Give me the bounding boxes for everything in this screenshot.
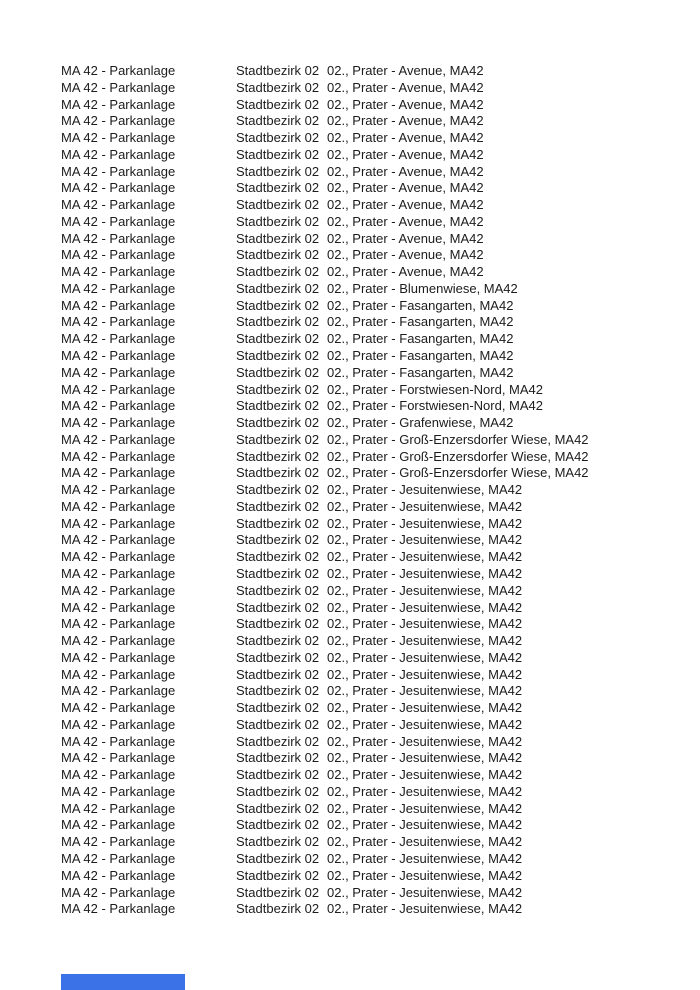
- district-cell: Stadtbezirk 02: [236, 834, 320, 850]
- location-cell: 02., Prater - Avenue, MA42: [327, 197, 484, 213]
- operator-cell: MA 42 - Parkanlage: [61, 63, 176, 78]
- operator-cell: MA 42 - Parkanlage: [61, 465, 176, 481]
- operator-cell: MA 42 - Parkanlage: [61, 113, 176, 129]
- table-row: [61, 851, 589, 868]
- district-cell: Stadtbezirk 02: [236, 565, 320, 581]
- table-row: [61, 80, 589, 97]
- location-cell: 02., Prater - Jesuitenwiese, MA42: [327, 700, 523, 716]
- location-cell: 02., Prater - Jesuitenwiese, MA42: [327, 800, 523, 816]
- operator-cell: MA 42 - Parkanlage: [61, 549, 176, 565]
- operator-cell: MA 42 - Parkanlage: [61, 817, 176, 833]
- operator-cell: MA 42 - Parkanlage: [61, 348, 176, 364]
- district-cell: Stadtbezirk 02: [236, 213, 320, 229]
- operator-cell: MA 42 - Parkanlage: [61, 197, 176, 213]
- operator-cell: MA 42 - Parkanlage: [61, 616, 176, 632]
- location-cell: 02., Prater - Jesuitenwiese, MA42: [327, 616, 523, 632]
- location-cell: 02., Prater - Avenue, MA42: [327, 247, 484, 263]
- district-cell: Stadtbezirk 02: [236, 683, 320, 699]
- location-cell: 02., Prater - Groß-Enzersdorfer Wiese, MA42: [327, 448, 589, 464]
- district-cell: Stadtbezirk 02: [236, 582, 320, 598]
- district-cell: Stadtbezirk 02: [236, 733, 320, 749]
- table-row: [61, 398, 589, 415]
- district-cell: Stadtbezirk 02: [236, 113, 320, 129]
- table-row: [61, 801, 589, 818]
- location-cell: 02., Prater - Avenue, MA42: [327, 79, 484, 95]
- table-row: [61, 465, 589, 482]
- operator-cell: MA 42 - Parkanlage: [61, 700, 176, 716]
- district-cell: Stadtbezirk 02: [236, 79, 320, 95]
- district-cell: Stadtbezirk 02: [236, 767, 320, 783]
- location-cell: 02., Prater - Forstwiesen-Nord, MA42: [327, 381, 544, 397]
- location-cell: 02., Prater - Avenue, MA42: [327, 213, 484, 229]
- table-row: [61, 650, 589, 667]
- district-cell: Stadtbezirk 02: [236, 515, 320, 531]
- district-cell: Stadtbezirk 02: [236, 348, 320, 364]
- operator-cell: MA 42 - Parkanlage: [61, 364, 176, 380]
- table-row: [61, 298, 589, 315]
- table-row: [61, 566, 589, 583]
- table-row: [61, 63, 589, 80]
- operator-cell: MA 42 - Parkanlage: [61, 565, 176, 581]
- location-cell: 02., Prater - Jesuitenwiese, MA42: [327, 515, 523, 531]
- location-cell: 02., Prater - Jesuitenwiese, MA42: [327, 783, 523, 799]
- operator-cell: MA 42 - Parkanlage: [61, 834, 176, 850]
- district-cell: Stadtbezirk 02: [236, 264, 320, 280]
- table-row: [61, 482, 589, 499]
- district-cell: Stadtbezirk 02: [236, 599, 320, 615]
- table-row: [61, 868, 589, 885]
- table-row: [61, 583, 589, 600]
- operator-cell: MA 42 - Parkanlage: [61, 180, 176, 196]
- location-cell: 02., Prater - Jesuitenwiese, MA42: [327, 532, 523, 548]
- district-cell: Stadtbezirk 02: [236, 666, 320, 682]
- location-cell: 02., Prater - Fasangarten, MA42: [327, 364, 514, 380]
- operator-cell: MA 42 - Parkanlage: [61, 163, 176, 179]
- table-row: [61, 113, 589, 130]
- district-cell: Stadtbezirk 02: [236, 415, 320, 431]
- district-cell: Stadtbezirk 02: [236, 381, 320, 397]
- location-cell: 02., Prater - Jesuitenwiese, MA42: [327, 633, 523, 649]
- table-row: [61, 197, 589, 214]
- district-cell: Stadtbezirk 02: [236, 247, 320, 263]
- district-cell: Stadtbezirk 02: [236, 649, 320, 665]
- table-row: [61, 616, 589, 633]
- district-cell: Stadtbezirk 02: [236, 364, 320, 380]
- location-cell: 02., Prater - Groß-Enzersdorfer Wiese, MA42: [327, 431, 589, 447]
- table-row: [61, 281, 589, 298]
- operator-cell: MA 42 - Parkanlage: [61, 96, 176, 112]
- table-row: [61, 516, 589, 533]
- location-cell: 02., Prater - Fasangarten, MA42: [327, 348, 514, 364]
- location-cell: 02., Prater - Jesuitenwiese, MA42: [327, 716, 523, 732]
- location-cell: 02., Prater - Jesuitenwiese, MA42: [327, 565, 523, 581]
- location-cell: 02., Prater - Jesuitenwiese, MA42: [327, 767, 523, 783]
- location-cell: 02., Prater - Jesuitenwiese, MA42: [327, 750, 523, 766]
- table-row: [61, 633, 589, 650]
- table-row: [61, 365, 589, 382]
- operator-cell: MA 42 - Parkanlage: [61, 532, 176, 548]
- location-cell: 02., Prater - Jesuitenwiese, MA42: [327, 901, 523, 917]
- operator-cell: MA 42 - Parkanlage: [61, 398, 176, 414]
- district-cell: Stadtbezirk 02: [236, 230, 320, 246]
- operator-cell: MA 42 - Parkanlage: [61, 733, 176, 749]
- location-cell: 02., Prater - Jesuitenwiese, MA42: [327, 549, 523, 565]
- table-row: [61, 532, 589, 549]
- district-cell: Stadtbezirk 02: [236, 800, 320, 816]
- operator-cell: MA 42 - Parkanlage: [61, 431, 176, 447]
- operator-cell: MA 42 - Parkanlage: [61, 331, 176, 347]
- location-cell: 02., Prater - Avenue, MA42: [327, 163, 484, 179]
- district-cell: Stadtbezirk 02: [236, 532, 320, 548]
- operator-cell: MA 42 - Parkanlage: [61, 146, 176, 162]
- operator-cell: MA 42 - Parkanlage: [61, 683, 176, 699]
- operator-cell: MA 42 - Parkanlage: [61, 79, 176, 95]
- table-row: [61, 231, 589, 248]
- table-row: [61, 717, 589, 734]
- district-cell: Stadtbezirk 02: [236, 180, 320, 196]
- location-cell: 02., Prater - Fasangarten, MA42: [327, 297, 514, 313]
- district-cell: Stadtbezirk 02: [236, 750, 320, 766]
- operator-cell: MA 42 - Parkanlage: [61, 884, 176, 900]
- location-cell: 02., Prater - Jesuitenwiese, MA42: [327, 582, 523, 598]
- district-cell: Stadtbezirk 02: [236, 314, 320, 330]
- district-cell: Stadtbezirk 02: [236, 549, 320, 565]
- table-row: [61, 885, 589, 902]
- operator-cell: MA 42 - Parkanlage: [61, 867, 176, 883]
- table-row: [61, 415, 589, 432]
- table-row: [61, 314, 589, 331]
- district-cell: Stadtbezirk 02: [236, 197, 320, 213]
- location-cell: 02., Prater - Jesuitenwiese, MA42: [327, 817, 523, 833]
- operator-cell: MA 42 - Parkanlage: [61, 850, 176, 866]
- operator-cell: MA 42 - Parkanlage: [61, 666, 176, 682]
- location-cell: 02., Prater - Avenue, MA42: [327, 96, 484, 112]
- district-cell: Stadtbezirk 02: [236, 700, 320, 716]
- location-cell: 02., Prater - Avenue, MA42: [327, 113, 484, 129]
- operator-cell: MA 42 - Parkanlage: [61, 599, 176, 615]
- district-cell: Stadtbezirk 02: [236, 280, 320, 296]
- operator-cell: MA 42 - Parkanlage: [61, 649, 176, 665]
- operator-cell: MA 42 - Parkanlage: [61, 230, 176, 246]
- district-cell: Stadtbezirk 02: [236, 398, 320, 414]
- district-cell: Stadtbezirk 02: [236, 297, 320, 313]
- location-cell: 02., Prater - Jesuitenwiese, MA42: [327, 733, 523, 749]
- location-cell: 02., Prater - Forstwiesen-Nord, MA42: [327, 398, 544, 414]
- operator-cell: MA 42 - Parkanlage: [61, 314, 176, 330]
- location-cell: 02., Prater - Avenue, MA42: [327, 130, 484, 146]
- operator-cell: MA 42 - Parkanlage: [61, 582, 176, 598]
- location-cell: 02., Prater - Jesuitenwiese, MA42: [327, 884, 523, 900]
- table-row: [61, 767, 589, 784]
- table-row: [61, 130, 589, 147]
- table-row: [61, 784, 589, 801]
- district-cell: Stadtbezirk 02: [236, 146, 320, 162]
- table-row: [61, 97, 589, 114]
- table-row: [61, 449, 589, 466]
- operator-cell: MA 42 - Parkanlage: [61, 482, 176, 498]
- operator-cell: MA 42 - Parkanlage: [61, 297, 176, 313]
- location-cell: 02., Prater - Jesuitenwiese, MA42: [327, 666, 523, 682]
- table-row: [61, 348, 589, 365]
- district-cell: Stadtbezirk 02: [236, 130, 320, 146]
- table-row: [61, 331, 589, 348]
- district-cell: Stadtbezirk 02: [236, 716, 320, 732]
- district-cell: Stadtbezirk 02: [236, 817, 320, 833]
- operator-cell: MA 42 - Parkanlage: [61, 515, 176, 531]
- operator-cell: MA 42 - Parkanlage: [61, 130, 176, 146]
- operator-cell: MA 42 - Parkanlage: [61, 498, 176, 514]
- district-cell: Stadtbezirk 02: [236, 331, 320, 347]
- table-row: [61, 499, 589, 516]
- table-row: [61, 683, 589, 700]
- location-cell: 02., Prater - Blumenwiese, MA42: [327, 280, 518, 296]
- table-row: [61, 247, 589, 264]
- table-row: [61, 750, 589, 767]
- operator-cell: MA 42 - Parkanlage: [61, 783, 176, 799]
- district-cell: Stadtbezirk 02: [236, 431, 320, 447]
- table-row: [61, 382, 589, 399]
- table-row: [61, 600, 589, 617]
- location-cell: 02., Prater - Avenue, MA42: [327, 264, 484, 280]
- district-cell: Stadtbezirk 02: [236, 96, 320, 112]
- operator-cell: MA 42 - Parkanlage: [61, 381, 176, 397]
- district-cell: Stadtbezirk 02: [236, 901, 320, 917]
- table-row: [61, 700, 589, 717]
- operator-cell: MA 42 - Parkanlage: [61, 800, 176, 816]
- location-cell: 02., Prater - Avenue, MA42: [327, 180, 484, 196]
- district-cell: Stadtbezirk 02: [236, 633, 320, 649]
- table-row: [61, 432, 589, 449]
- location-cell: 02., Prater - Jesuitenwiese, MA42: [327, 649, 523, 665]
- table-row: [61, 164, 589, 181]
- operator-cell: MA 42 - Parkanlage: [61, 415, 176, 431]
- location-cell: 02., Prater - Jesuitenwiese, MA42: [327, 599, 523, 615]
- district-cell: Stadtbezirk 02: [236, 616, 320, 632]
- district-cell: Stadtbezirk 02: [236, 867, 320, 883]
- location-cell: 02., Prater - Jesuitenwiese, MA42: [327, 850, 523, 866]
- district-cell: Stadtbezirk 02: [236, 465, 320, 481]
- location-cell: 02., Prater - Jesuitenwiese, MA42: [327, 834, 523, 850]
- operator-cell: MA 42 - Parkanlage: [61, 247, 176, 263]
- district-cell: Stadtbezirk 02: [236, 884, 320, 900]
- table-row: [61, 549, 589, 566]
- district-cell: Stadtbezirk 02: [236, 163, 320, 179]
- table-row: [61, 901, 589, 918]
- table-row: [61, 180, 589, 197]
- district-cell: Stadtbezirk 02: [236, 498, 320, 514]
- district-cell: Stadtbezirk 02: [236, 850, 320, 866]
- table-row: [61, 264, 589, 281]
- location-cell: 02., Prater - Avenue, MA42: [327, 63, 484, 78]
- location-cell: 02., Prater - Grafenwiese, MA42: [327, 415, 514, 431]
- table-row: [61, 214, 589, 231]
- table-row: [61, 734, 589, 751]
- bottom-highlight-bar: [61, 974, 185, 990]
- operator-cell: MA 42 - Parkanlage: [61, 633, 176, 649]
- district-cell: Stadtbezirk 02: [236, 448, 320, 464]
- table-row: [61, 834, 589, 851]
- location-cell: 02., Prater - Jesuitenwiese, MA42: [327, 683, 523, 699]
- district-cell: Stadtbezirk 02: [236, 482, 320, 498]
- operator-cell: MA 42 - Parkanlage: [61, 448, 176, 464]
- location-cell: 02., Prater - Fasangarten, MA42: [327, 314, 514, 330]
- park-list: [61, 63, 589, 918]
- table-row: [61, 147, 589, 164]
- operator-cell: MA 42 - Parkanlage: [61, 264, 176, 280]
- location-cell: 02., Prater - Jesuitenwiese, MA42: [327, 498, 523, 514]
- location-cell: 02., Prater - Groß-Enzersdorfer Wiese, MA42: [327, 465, 589, 481]
- operator-cell: MA 42 - Parkanlage: [61, 901, 176, 917]
- table-row: [61, 667, 589, 684]
- table-row: [61, 817, 589, 834]
- operator-cell: MA 42 - Parkanlage: [61, 280, 176, 296]
- operator-cell: MA 42 - Parkanlage: [61, 767, 176, 783]
- location-cell: 02., Prater - Jesuitenwiese, MA42: [327, 867, 523, 883]
- operator-cell: MA 42 - Parkanlage: [61, 213, 176, 229]
- operator-cell: MA 42 - Parkanlage: [61, 750, 176, 766]
- location-cell: 02., Prater - Avenue, MA42: [327, 146, 484, 162]
- location-cell: 02., Prater - Fasangarten, MA42: [327, 331, 514, 347]
- location-cell: 02., Prater - Avenue, MA42: [327, 230, 484, 246]
- location-cell: 02., Prater - Jesuitenwiese, MA42: [327, 482, 523, 498]
- district-cell: Stadtbezirk 02: [236, 783, 320, 799]
- operator-cell: MA 42 - Parkanlage: [61, 716, 176, 732]
- district-cell: Stadtbezirk 02: [236, 63, 320, 78]
